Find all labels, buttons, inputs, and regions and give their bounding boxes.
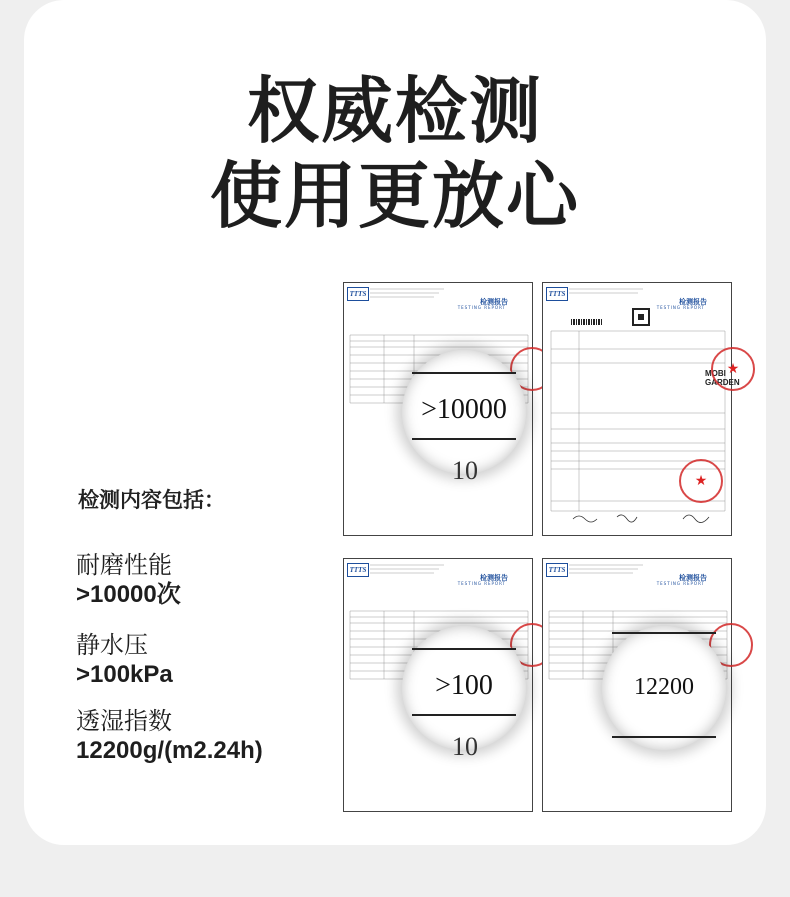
- spec-abrasion: [76, 550, 181, 610]
- section-label: 检测内容包括：: [78, 488, 225, 512]
- magnifier-1: [402, 350, 526, 485]
- magnifier-rule: [412, 438, 516, 440]
- spec-breathability: [76, 706, 263, 766]
- magnifier-3: [602, 626, 726, 750]
- report-subtitle: TESTING REPORT: [656, 305, 705, 310]
- brand-line-1: MOBI: [705, 369, 726, 378]
- spec-value: >10000次: [76, 581, 181, 608]
- brand-line-2: GARDEN: [705, 378, 740, 387]
- spec-name: 耐磨性能: [76, 551, 172, 579]
- magnified-value: >10000: [421, 394, 507, 425]
- report-title: 检测报告: [480, 298, 508, 306]
- magnifier-rule: [612, 736, 716, 738]
- headline-line-2: 使用更放心: [209, 154, 580, 238]
- magnifier-rule: [612, 632, 716, 634]
- test-report-2: [542, 282, 740, 536]
- report-subtitle: TESTING REPORT: [457, 305, 506, 310]
- spec-value: 12200g/(m2.24h): [76, 737, 263, 764]
- spec-value: >100kPa: [76, 661, 173, 688]
- headline-line-1: 权威检测: [246, 69, 543, 153]
- magnifier-rule: [412, 714, 516, 716]
- spec-hydrostatic: [76, 630, 173, 690]
- magnified-value: 12200: [634, 674, 694, 700]
- ttts-logo: TTTS: [546, 563, 568, 577]
- report-title: 检测报告: [480, 574, 508, 582]
- magnifier-2: [402, 626, 526, 761]
- magnified-value: >100: [435, 670, 493, 701]
- magnified-ghost-text: 10: [452, 732, 478, 761]
- magnifier-rule: [412, 648, 516, 650]
- red-seal-stamp: ★: [679, 459, 723, 503]
- report-title: 检测报告: [679, 298, 707, 306]
- magnified-ghost-text: 10: [452, 456, 478, 485]
- report-subtitle: TESTING REPORT: [656, 581, 705, 586]
- report-subtitle: TESTING REPORT: [457, 581, 506, 586]
- magnifier-rule: [412, 372, 516, 374]
- spec-name: 静水压: [76, 631, 148, 659]
- signatures: [573, 515, 709, 523]
- ttts-logo: TTTS: [347, 287, 369, 301]
- report-title: 检测报告: [679, 574, 707, 582]
- red-seal-stamp: ★: [711, 347, 755, 391]
- ttts-logo: TTTS: [546, 287, 568, 301]
- ttts-logo: TTTS: [347, 563, 369, 577]
- spec-name: 透湿指数: [76, 707, 172, 735]
